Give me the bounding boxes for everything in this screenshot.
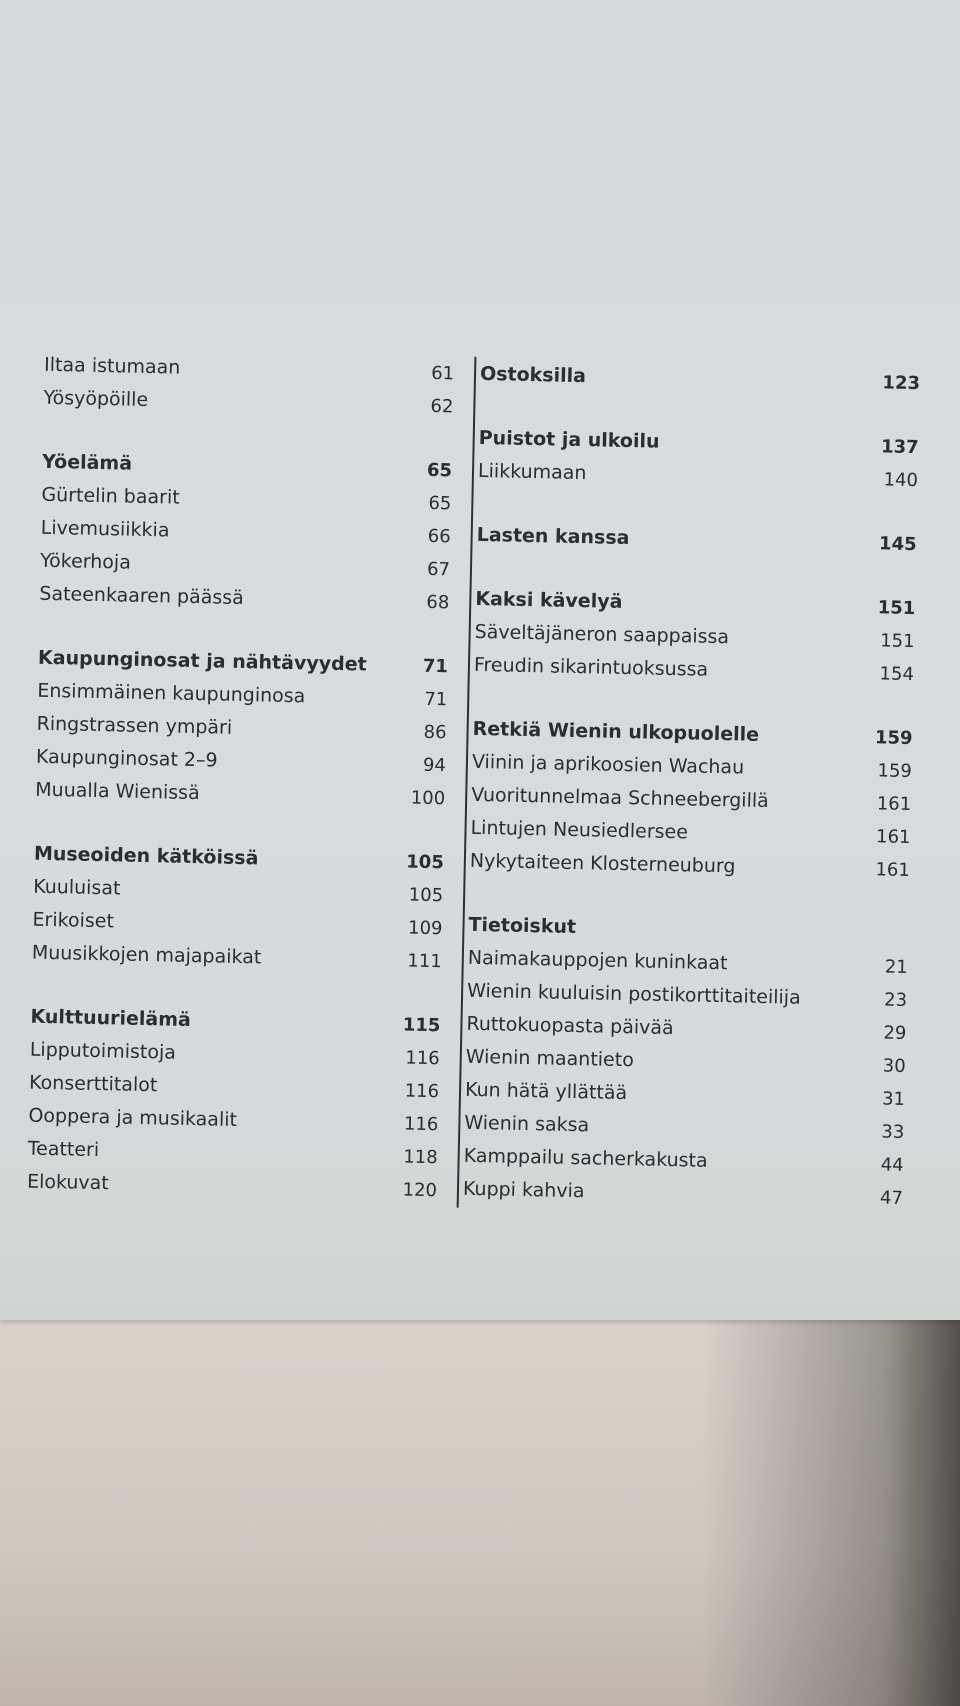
entry-title: Gürtelin baarit (41, 483, 180, 509)
entry-page: 151 (880, 630, 915, 653)
entry-page: 159 (877, 760, 913, 783)
entry-title: Liikkumaan (477, 459, 587, 485)
entry-title: Wienin saksa (464, 1111, 590, 1137)
entry-page: 111 (407, 950, 442, 973)
entry-title: Viinin ja aprikoosien Wachau (471, 750, 745, 779)
entry-title: Lipputoimistoja (29, 1038, 177, 1064)
entry-page: 116 (405, 1047, 440, 1070)
entry-title: Muusikkojen majapaikat (31, 941, 262, 969)
section-page: 65 (426, 459, 453, 482)
entry-title: Kamppailu sacherkakusta (463, 1144, 708, 1172)
entry-page: 33 (881, 1121, 905, 1143)
section-page: 105 (406, 851, 445, 874)
entry-title: Kuppi kahvia (462, 1177, 585, 1203)
entry-title: Wienin kuuluisin postikorttitaiteilija (466, 979, 801, 1009)
section-page: 137 (880, 436, 919, 459)
entry-title: Freudin sikarintuoksussa (473, 653, 709, 681)
entry-page: 65 (428, 492, 452, 515)
entry-title: Ringstrassen ympäri (36, 712, 233, 739)
entry-title: Ooppera ja musikaalit (28, 1104, 238, 1131)
section-page: 159 (874, 727, 913, 750)
entry-title: Konserttitalot (28, 1071, 158, 1097)
entry-page: 71 (424, 688, 448, 711)
section-page: 71 (422, 655, 449, 678)
shadow-area (700, 1318, 960, 1706)
entry-title: Kuuluisat (33, 875, 121, 900)
entry-title: Kun hätä yllättää (464, 1078, 628, 1105)
entry-title: Livemusiikkia (40, 516, 170, 542)
entry-title: Nykytaiteen Klosterneuburg (469, 849, 736, 878)
section-page: 115 (402, 1014, 441, 1037)
entry-title: Erikoiset (32, 908, 115, 933)
entry-page: 31 (881, 1088, 906, 1110)
entry-title: Lintujen Neusiedlersee (470, 816, 689, 844)
entry-page: 67 (426, 558, 451, 581)
entry-title: Ensimmäinen kaupunginosa (37, 679, 306, 708)
toc-right-column (463, 358, 921, 1215)
entry-title: Vuoritunnelmaa Schneebergillä (471, 783, 770, 813)
entry-title: Muualla Wienissä (35, 778, 200, 805)
section-page: 123 (882, 372, 921, 395)
entry-page: 21 (884, 956, 908, 979)
entry-page: 86 (423, 721, 447, 744)
entry-page: 66 (427, 525, 451, 548)
section-title: Museoiden kätköissä (33, 842, 259, 870)
section-title: Kaksi kävelyä (475, 587, 623, 613)
entry-page: 118 (403, 1146, 438, 1169)
entry-page: 100 (410, 787, 446, 810)
entry-page: 29 (883, 1022, 907, 1044)
entry-page: 23 (883, 989, 908, 1011)
entry-page: 109 (407, 917, 443, 940)
entry-title: Säveltäjäneron saappaissa (474, 620, 730, 649)
section-page: 145 (878, 533, 917, 556)
toc-left-column (27, 349, 455, 1207)
entry-page: 94 (422, 754, 447, 777)
section-title: Lasten kanssa (476, 523, 630, 550)
entry-page: 30 (882, 1055, 906, 1077)
section-page: 151 (877, 597, 916, 620)
entry-title: Yösyöpöille (43, 386, 149, 411)
entry-page: 44 (880, 1154, 904, 1176)
entry-page: 68 (426, 591, 450, 614)
section-title: Tietoiskut (468, 913, 577, 939)
entry-page: 120 (402, 1179, 438, 1202)
section-title: Retkiä Wienin ulkopuolelle (472, 717, 760, 746)
entry-page: 161 (875, 859, 910, 882)
entry-title: Kaupunginosat 2–9 (35, 745, 218, 772)
entry-title: Elokuvat (26, 1170, 110, 1195)
entry-title: Iltaa istumaan (43, 353, 181, 379)
entry-page: 161 (875, 826, 911, 849)
section-title: Kaupunginosat ja nähtävyydet (37, 646, 367, 676)
section-title: Kulttuurielämä (30, 1005, 192, 1031)
entry-page: 161 (876, 793, 912, 816)
entry-title: Sateenkaaren päässä (39, 582, 245, 610)
section-title: Ostoksilla (479, 362, 587, 388)
entry-page: 105 (408, 884, 444, 907)
entry-title: Yökerhoja (39, 549, 132, 574)
entry-page: 62 (430, 395, 454, 418)
entry-title: Wienin maantieto (465, 1045, 635, 1072)
entry-page: 47 (879, 1187, 904, 1209)
entry-title: Naimakauppojen kuninkaat (467, 946, 728, 975)
section-title: Yöelämä (41, 450, 133, 475)
entry-page: 116 (404, 1080, 440, 1103)
entry-title: Ruttokuopasta päivää (466, 1012, 674, 1040)
entry-page: 140 (883, 469, 919, 492)
section-title: Puistot ja ulkoilu (478, 426, 660, 453)
entry-title: Teatteri (27, 1137, 100, 1162)
entry-page: 116 (403, 1113, 439, 1136)
entry-page: 154 (879, 663, 915, 686)
entry-page: 61 (430, 362, 455, 385)
